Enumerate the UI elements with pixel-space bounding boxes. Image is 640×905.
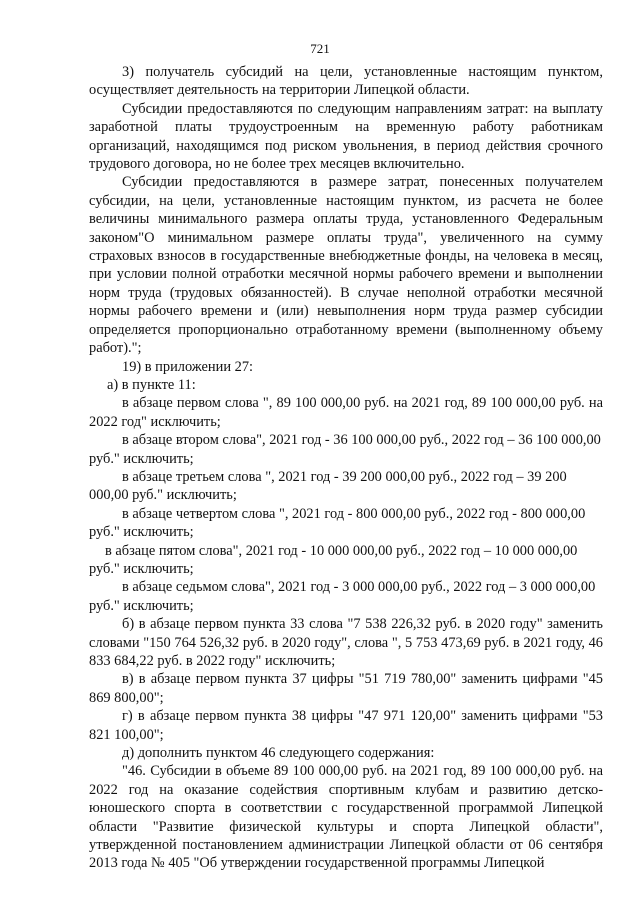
- paragraph: в абзаце первом слова ", 89 100 000,00 руб. на 2021 год, 89 100 000,00 руб. на 2022 год" исключить;: [89, 395, 603, 430]
- paragraph: в абзаце пятом слова", 2021 год - 10 000 000,00 руб., 2022 год – 10 000 000,00 руб." исключить;: [89, 542, 578, 577]
- paragraph: 19) в приложении 27:: [122, 358, 254, 375]
- paragraph: а) в пункте 11:: [107, 376, 196, 393]
- paragraph: Субсидии предоставляются по следующим направлениям затрат: на выплату заработной платы трудоустроенным на временную работу работникам организаций, находящимся под риском увольнения, в период действия срочного трудового договора, но не более трех месяцев включительно.: [89, 100, 603, 173]
- paragraph: б) в абзаце первом пункта 33 слова "7 538 226,32 руб. в 2020 году" заменить словами "150 764 526,32 руб. в 2020 году", слова ", 5 753 473,69 руб. в 2021 году, 46 833 684,22 руб. в 2022 году" исключить;: [89, 616, 603, 669]
- paragraph: д) дополнить пунктом 46 следующего содержания:: [122, 745, 435, 762]
- paragraph: в абзаце третьем слова ", 2021 год - 39 200 000,00 руб., 2022 год – 39 200 000,00 руб." исключить;: [89, 468, 567, 504]
- paragraph: 3) получатель субсидий на цели, установленные настоящим пунктом, осуществляет деятельность на территории Липецкой области.: [89, 64, 603, 99]
- paragraph: в) в абзаце первом пункта 37 цифры "51 719 780,00" заменить цифрами "45 869 800,00";: [89, 671, 603, 706]
- paragraph: г) в абзаце первом пункта 38 цифры "47 971 120,00" заменить цифрами "53 821 100,00";: [89, 708, 603, 743]
- page-number: 721: [310, 41, 330, 56]
- paragraph: в абзаце седьмом слова", 2021 год - 3 000 000,00 руб., 2022 год – 3 000 000,00 руб." исключить;: [89, 579, 596, 614]
- paragraph: в абзаце втором слова", 2021 год - 36 100 000,00 руб., 2022 год – 36 100 000,00 руб." исключить;: [89, 432, 601, 467]
- document-body: [89, 63, 603, 873]
- paragraph: в абзаце четвертом слова ", 2021 год - 800 000,00 руб., 2022 год - 800 000,00 руб." исключить;: [89, 505, 586, 541]
- paragraph: "46. Субсидии в объеме 89 100 000,00 руб. на 2021 год, 89 100 000,00 руб. на 2022 год на оказание содействия спортивным клубам и развитию детско-юношеского спорта в соответствии с государственной программой Липецкой области "Развитие физической культуры и спорта Липецкой области", утвержденной постановлением администрации Липецкой области от 06 сентября 2013 года № 405 "Об утверждении государственной программы Липецкой: [89, 763, 603, 872]
- paragraph: Субсидии предоставляются в размере затрат, понесенных получателем субсидии, на цели, установленные настоящим пунктом, из расчета не более величины минимального размера оплаты труда, установленного Федеральным законом"О минимальном размере оплаты труда", увеличенного на сумму страховых взносов в государственные внебюджетные фонды, на человека в месяц, при условии полной отработки месячной нормы рабочего времени и выполнении норм труда (трудовых обязанностей). В случае неполной отработки месячной нормы рабочего времени и (или) невыполнения норм труда размер субсидии определяется пропорционально отработанному времени (выполненному объему работ).";: [89, 174, 603, 357]
